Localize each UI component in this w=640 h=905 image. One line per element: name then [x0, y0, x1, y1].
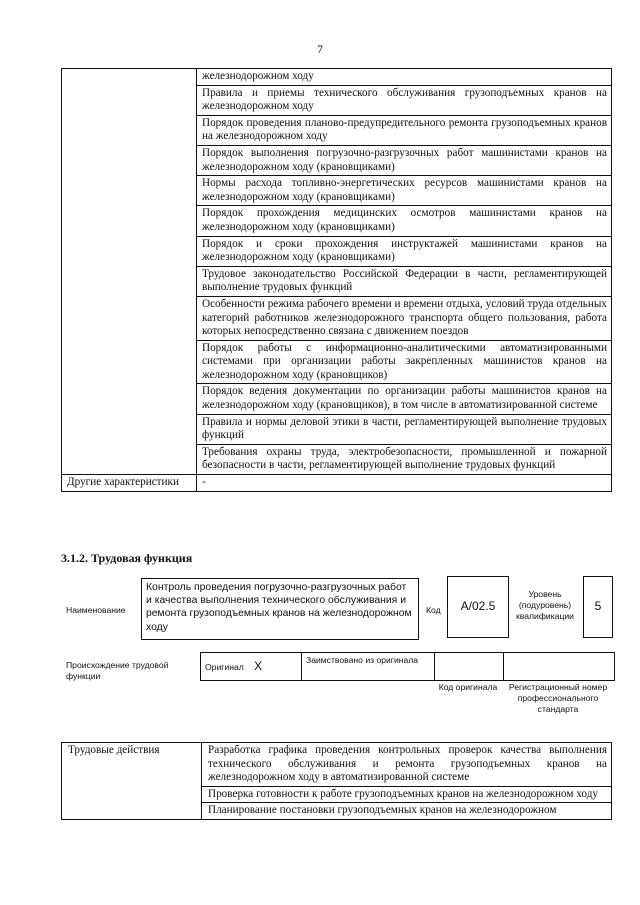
- labor-actions-table: [61, 742, 612, 820]
- name-label: Наименование: [66, 605, 126, 615]
- knowledge-item: железнодорожном ходу: [197, 69, 612, 86]
- borrowed-label: Заимствовано из оригинала: [302, 653, 435, 681]
- origin-label: Происхождение трудовой функции: [66, 660, 169, 681]
- origin-original-cell: [201, 653, 302, 681]
- labor-action-item: Проверка готовности к работе грузоподъемных кранов на железнодорожном ходу: [202, 786, 612, 803]
- qualification-level-label: Уровень (подуровень) квалификации: [516, 589, 574, 621]
- knowledge-item: Правила и нормы деловой этики в части, регламентирующей выполнение трудовых функций: [197, 414, 612, 444]
- knowledge-item: Порядок прохождения медицинских осмотров машинистами кранов на железнодорожном ходу (крановщиками): [197, 206, 612, 236]
- labor-action-item: Планирование постановки грузоподъемных кранов на железнодорожном: [202, 803, 612, 820]
- required-knowledge-table: [61, 68, 612, 492]
- knowledge-item: Порядок выполнения погрузочно-разгрузочных работ машинистами кранов на железнодорожном ходу (крановщиками): [197, 145, 612, 175]
- origin-table: [200, 652, 615, 681]
- knowledge-item: Трудовое законодательство Российской Федерации в части, регламентирующей выполнение трудовых функций: [197, 266, 612, 296]
- original-mark: X: [254, 659, 263, 673]
- code-original-caption: Код оригинала: [438, 682, 498, 692]
- knowledge-item: Особенности режима рабочего времени и времени отдыха, условий труда отдельных категорий работников железнодорожного транспорта общего пользования, работа которых непосредственно связана с движением поездов: [197, 296, 612, 340]
- code-label: Код: [426, 605, 441, 615]
- other-characteristics-value: -: [197, 475, 612, 492]
- function-code: А/02.5: [447, 576, 509, 638]
- origin-code-cell: [435, 653, 504, 681]
- knowledge-label-cell: [62, 69, 197, 475]
- knowledge-item: Правила и приемы технического обслуживания грузоподъемных кранов на железнодорожном ходу: [197, 85, 612, 115]
- knowledge-item: Требования охраны труда, электробезопасности, промышленной и пожарной безопасности в части, регламентирующей выполнение трудовых функций: [197, 444, 612, 474]
- knowledge-item: Порядок и сроки прохождения инструктажей машинистами кранов на железнодорожном ходу (крановщиками): [197, 236, 612, 266]
- knowledge-item: Нормы расхода топливно-энергетических ресурсов машинистами кранов на железнодорожном ходу (крановщиками): [197, 176, 612, 206]
- knowledge-item: Порядок проведения планово-предупредительного ремонта грузоподъемных кранов на железнодорожном ходу: [197, 115, 612, 145]
- section-title: 3.1.2. Трудовая функция: [61, 551, 193, 565]
- knowledge-item: Порядок работы с информационно-аналитическими автоматизированными системами при организации работы закрепленных машинистов кранов на железнодорожном ходу (крановщиков): [197, 340, 612, 384]
- function-name: Контроль проведения погрузочно-разгрузочных работ и качества выполнения технического обслуживания и ремонта грузоподъемных кранов на железнодорожном ходу: [141, 578, 419, 640]
- page-number: 7: [317, 44, 323, 56]
- reg-number-caption: Регистрационный номер профессионального стандарта: [508, 682, 608, 714]
- labor-action-item: Разработка графика проведения контрольных проверок качества выполнения технического обслуживания и ремонта грузоподъемных кранов на железнодорожном ходу в автоматизированной системе: [202, 743, 612, 787]
- original-label: Оригинал: [205, 662, 244, 672]
- reg-number-cell: [504, 653, 615, 681]
- other-characteristics-label: Другие характеристики: [62, 475, 197, 492]
- labor-actions-label: Трудовые действия: [62, 743, 202, 820]
- knowledge-item: Порядок ведения документации по организации работы машинистов кранов на железнодорожном ходу (крановщиков), в том числе в автоматизированной системе: [197, 384, 612, 414]
- qualification-level: 5: [583, 576, 613, 638]
